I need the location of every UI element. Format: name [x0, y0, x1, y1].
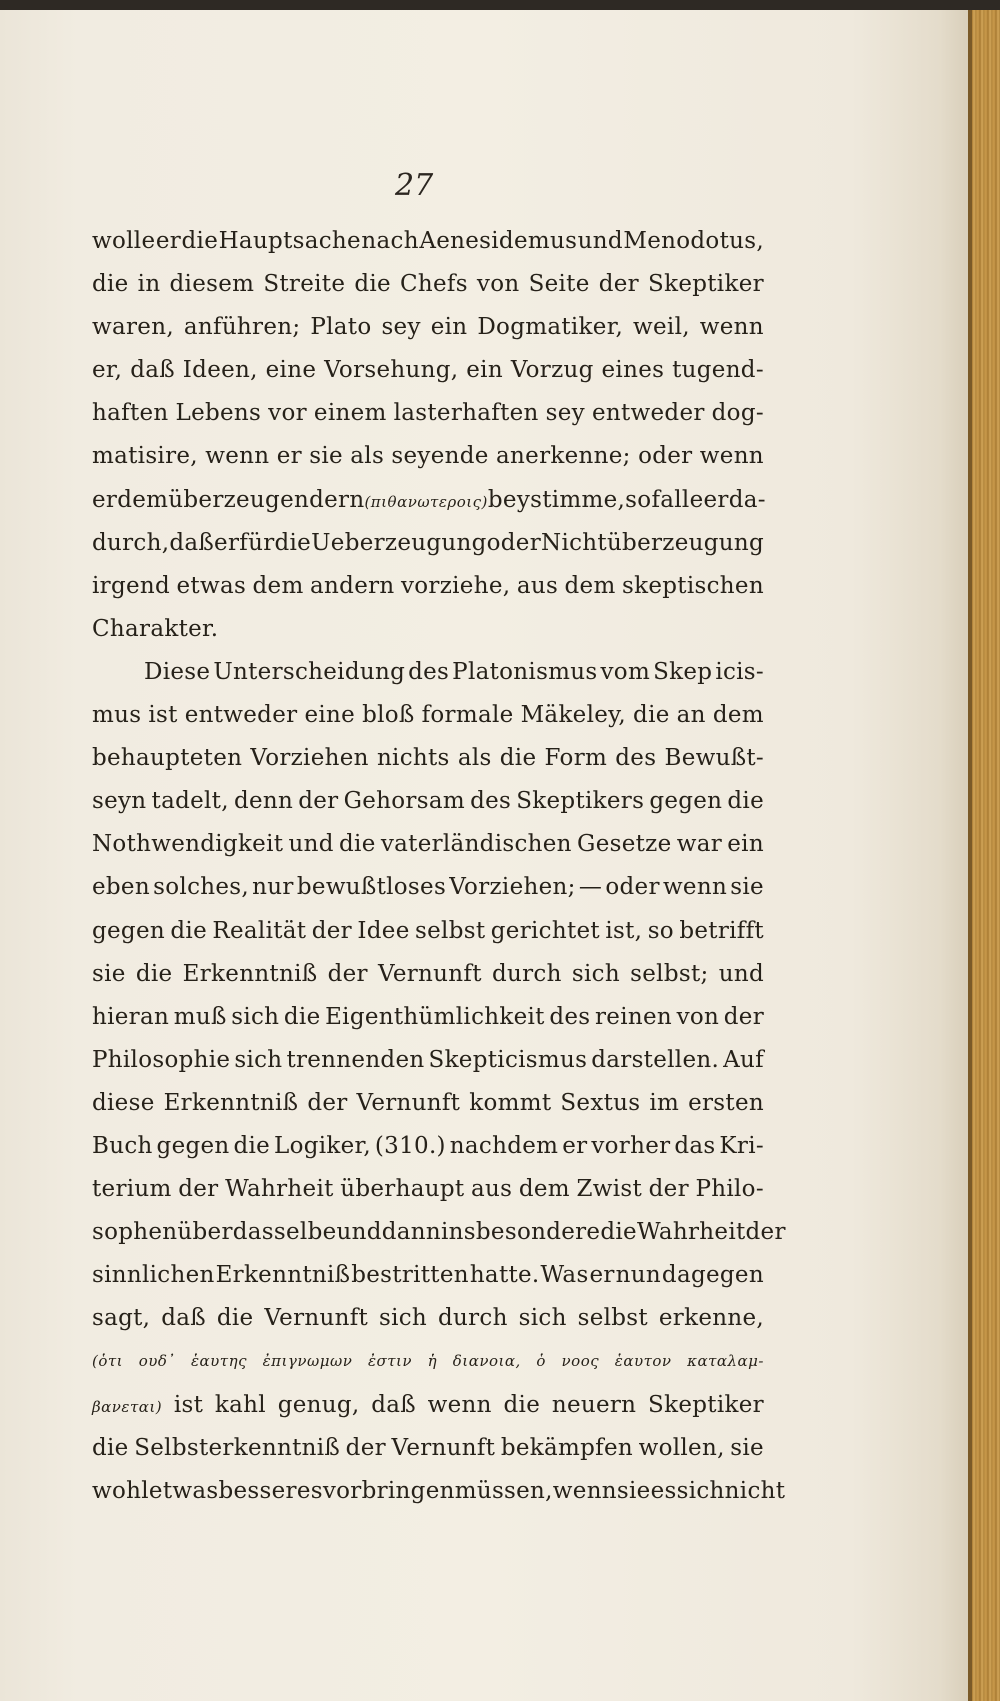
text-line: eben solches, nur bewußtloses Vorziehen; — oder wenn sie [92, 874, 764, 901]
text-line: irgend etwas dem andern vorziehe, aus dem skeptischen [92, 572, 764, 599]
text-line: wolle er die Hauptsache nach Aenesidemus und Menodotus, [92, 228, 764, 254]
text-line: matisire, wenn er sie als seyende anerkenne; oder wenn [92, 443, 764, 470]
text-line: behaupteten Vorziehen nichts als die Form des Bewußt- [92, 745, 764, 772]
page-sheet [0, 10, 968, 1701]
text-line: sagt, daß die Vernunft sich durch sich selbst erkenne, [92, 1305, 764, 1332]
text-line: seyn tadelt, denn der Gehorsam des Skeptikers gegen die [92, 788, 764, 815]
text-line: Diese Unterscheidung des Platonismus vom Skep icis- [144, 658, 764, 685]
text-line: er dem überzeugendern (πιθανωτεροις) beystimme, so falle er da- [92, 486, 766, 513]
text-line: die Selbsterkenntniß der Vernunft bekämpfen wollen, sie [92, 1434, 764, 1461]
scan-top-border [0, 0, 1000, 10]
text-line: durch, daß er für die Ueberzeugung oder Nichtüberzeugung [92, 529, 765, 556]
text-line: er, daß Ideen, eine Vorsehung, ein Vorzug eines tugend- [92, 357, 764, 384]
text-line: diese Erkenntniß der Vernunft kommt Sextus im ersten [92, 1089, 764, 1116]
text-line: sophen über dasselbe und dann insbesondere die Wahrheit der [92, 1219, 786, 1246]
page-number: 27 [395, 168, 434, 203]
text-line: (ὁτι ουδ᾽ ἑαυτης ἐπιγνωμων ἐστιν ἡ διανοια, ὁ νοος ἑαυτον καταλαμ- [92, 1352, 764, 1371]
text-line: die in diesem Streite die Chefs von Seite der Skeptiker [92, 271, 764, 298]
text-line: βανεται) ist kahl genug, daß wenn die neuern Skeptiker [92, 1391, 764, 1418]
text-line: Philosophie sich trennenden Skepticismus darstellen. Auf [92, 1046, 764, 1073]
text-line: mus ist entweder eine bloß formale Mäkeley, die an dem [92, 702, 764, 729]
text-line: gegen die Realität der Idee selbst gerichtet ist, so betrifft [92, 917, 764, 944]
text-line: waren, anführen; Plato sey ein Dogmatiker, weil, wenn [92, 314, 764, 341]
text-line: wohl etwas besseres vorbringen müssen, wenn sie es sich nicht [92, 1477, 786, 1504]
text-line: haften Lebens vor einem lasterhaften sey entweder dog- [92, 400, 764, 427]
body-text [92, 220, 786, 1513]
text-line: terium der Wahrheit überhaupt aus dem Zwist der Philo- [92, 1176, 764, 1203]
text-line: Charakter. [92, 615, 219, 642]
text-line: sinnlichen Erkenntniß bestritten hatte. Was er nun dagegen [92, 1262, 764, 1289]
text-line: sie die Erkenntniß der Vernunft durch sich selbst; und [92, 960, 764, 987]
text-line: Buch gegen die Logiker, (310.) nachdem er vorher das Kri- [92, 1132, 764, 1159]
text-line: Nothwendigkeit und die vaterländischen Gesetze war ein [92, 831, 764, 858]
text-line: hieran muß sich die Eigenthümlichkeit des reinen von der [92, 1003, 764, 1030]
book-page-edges [968, 10, 1000, 1701]
